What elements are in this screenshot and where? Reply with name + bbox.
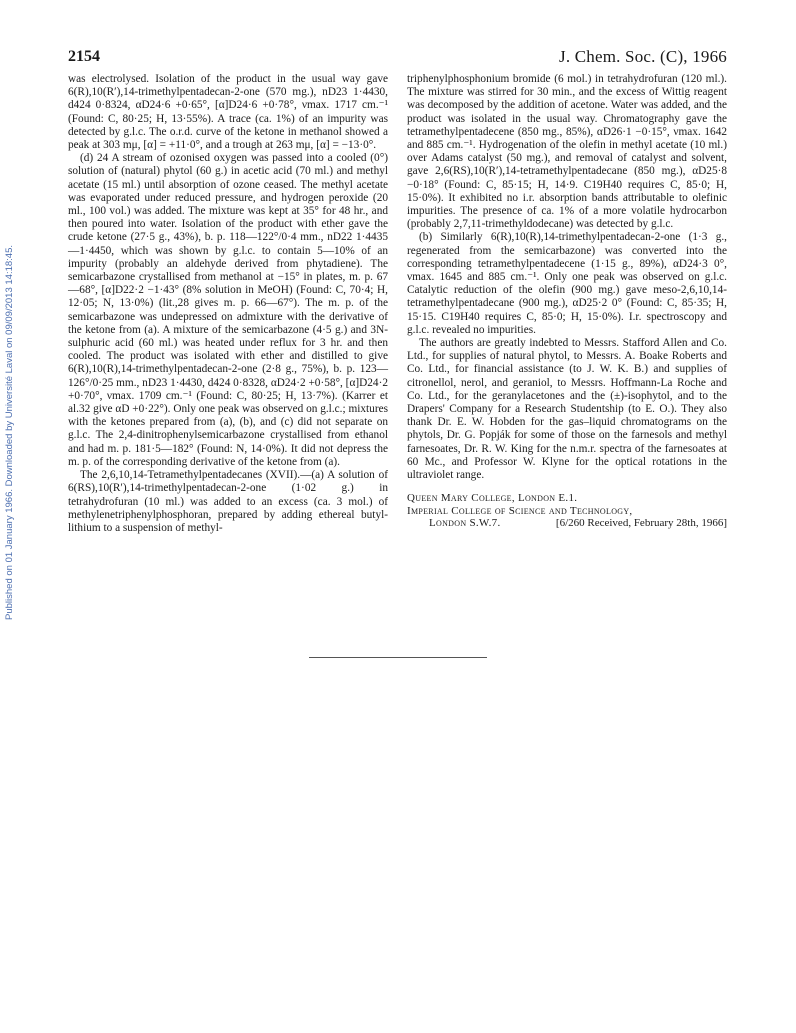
paragraph: triphenylphosphonium bromide (6 mol.) in tetrahydrofuran (120 ml.). The mixture was stirred for 30 min., and the excess of Wittig reagent was decomposed by the addition of acetone. Water was added, and the product was isolated in the usual way. Chromatography gave the tetramethylpentadecene (850 mg., 85%), αD26·1 −0·15°, νmax. 1642 and 885 cm.⁻¹. Hydrogenation of the olefin in methyl acetate (10 ml.) over Adams catalyst (50 mg.), and removal of catalyst and solvent, gave 2,6(RS),10(R′),14-tetramethylpentadecane (850 mg.), αD25·8 −0·18° (Found: C, 85·15; H, 14·9. C19H40 requires C, 85·0; H, 15·0%). It exhibited no i.r. absorption bands attributable to olefinic impurities. The presence of ca. 1% of a more volatile hydrocarbon (probably 2,7,11-trimethyldodecane) was detected by g.l.c.	[407, 73, 727, 231]
paragraph: (d) 24 A stream of ozonised oxygen was passed into a cooled (0°) solution of (natural) phytol (60 g.) in acetic acid (70 ml.) and methyl acetate (15 ml.) until absorption of ozone ceased. The methyl acetate was evaporated under reduced pressure, and hydrogen peroxide (20 ml., 100 vol.) was added. The mixture was kept at 35° for 48 hr., and then poured into water. Isolation of the product with ether gave the crude ketone (27·5 g., 43%), b. p. 118—122°/0·4 mm., nD22 1·4435—1·4450, which was shown by g.l.c. to contain 5—10% of an impurity (probably an aldehyde derived from phytadiene). The semicarbazone crystallised from methanol at −15° in plates, m. p. 67—68°, [α]D22·2 −1·43° (8% solution in MeOH) (Found: C, 70·4; H, 12·05; N, 13·0%) (lit.,28 gives m. p. 66—67°). The m. p. of the semicarbazone was undepressed on admixture with the derivative of the ketone from (a). A mixture of the semicarbazone (4·5 g.) and 3N-sulphuric acid (60 ml.) was heated under reflux for 3 hr. and then cooled. The product was isolated with ether and distilled to give 6(R),10(R),14-trimethylpentadecan-2-one (2·8 g., 75%), b. p. 123—126°/0·25 mm., nD23 1·4430, d424 0·8328, αD24·2 +0·58°, [α]D24·2 +0·70°, νmax. 1709 cm.⁻¹ (Found: C, 80·25; H, 13·7%). (Karrer et al.32 give αD +0·22°). Only one peak was observed on g.l.c.; mixtures with the ketones prepared from (a), (b), and (c) did not separate on g.l.c. The 2,4-dinitrophenylsemicarbazone crystallised from ethanol and had m. p. 181·5—182° (Found: N, 14·0%). It did not depress the m. p. of the corresponding derivative of the ketone from (a).	[68, 152, 388, 468]
affiliation-line: Imperial College of Science and Technology,	[407, 504, 633, 517]
download-note-text: Published on 01 January 1966. Downloaded by Université Laval on 09/09/2013 14:18:45.	[4, 245, 15, 620]
page-number: 2154	[68, 48, 100, 65]
acknowledgements: The authors are greatly indebted to Messrs. Stafford Allen and Co. Ltd., for supplies of natural phytol, to Messrs. A. Boake Roberts and Co. Ltd., for financial assistance (to J. W. K. B.) and supplies of citronellol, nerol, and geraniol, to Messrs. Hoffmann-La Roche and Co. Ltd., for the geranylacetones and the (±)-isophytol, and to the Drapers' Company for a Research Studentship (to E. O.). They also thank Dr. E. W. Hobden for the gas–liquid chromatograms on the phytols, Dr. G. Popják for some of those on the farnesols and methyl farnesoates, Dr. R. W. King for the n.m.r. spectra of the farnesoates at 60 Mc., and Professor W. Klyne for the optical rotations in the ultraviolet range.	[407, 337, 727, 482]
end-rule	[309, 657, 487, 658]
paragraph: The 2,6,10,14-Tetramethylpentadecanes (XVII).—(a) A solution of 6(RS),10(R′),14-trimethylpentadecan-2-one (1·02 g.) in tetrahydrofuran (10 ml.) was added to an excess (ca. 3 mol.) of methylenetriphenylphosphoran, prepared by adding ethereal butyl-lithium to a suspension of methyl-	[68, 469, 388, 534]
journal-header: J. Chem. Soc. (C), 1966	[559, 47, 727, 66]
left-column	[68, 73, 388, 535]
paragraph: (b) Similarly 6(R),10(R),14-trimethylpentadecan-2-one (1·3 g., regenerated from the semicarbazone) was converted into the corresponding tetramethylpentadecene (1·15 g., 89%), αD24·3 0°, νmax. 1645 and 885 cm.⁻¹. Only one peak was observed on g.l.c. Catalytic reduction of the olefin (900 mg.) gave meso-2,6,10,14-tetramethylpentadecane (900 mg.), αD25·2 0° (Found: C, 85·35; H, 15·15. C19H40 requires C, 85·0; H, 15·0%). I.r. spectroscopy and g.l.c. revealed no impurities.	[407, 231, 727, 336]
affiliation-city: London S.W.7.	[429, 517, 501, 530]
affiliation-line	[407, 517, 727, 530]
affiliation	[407, 492, 727, 530]
download-note	[4, 245, 22, 620]
received-date: [6/260 Received, February 28th, 1966]	[555, 517, 727, 530]
right-column	[407, 73, 727, 530]
affiliation-line: Queen Mary College, London E.1.	[407, 492, 578, 505]
paragraph: was electrolysed. Isolation of the product in the usual way gave 6(R),10(R′),14-trimethylpentadecan-2-one (570 mg.), nD23 1·4430, d424 0·8324, αD24·6 +0·65°, [α]D24·6 +0·78°, νmax. 1717 cm.⁻¹ (Found: C, 80·25; H, 13·55%). A trace (ca. 1%) of an impurity was detected by g.l.c. The o.r.d. curve of the ketone in methanol showed a peak at 303 mμ, [α] = +11·0°, and a trough at 263 mμ, [α] = −13·0°.	[68, 73, 388, 152]
